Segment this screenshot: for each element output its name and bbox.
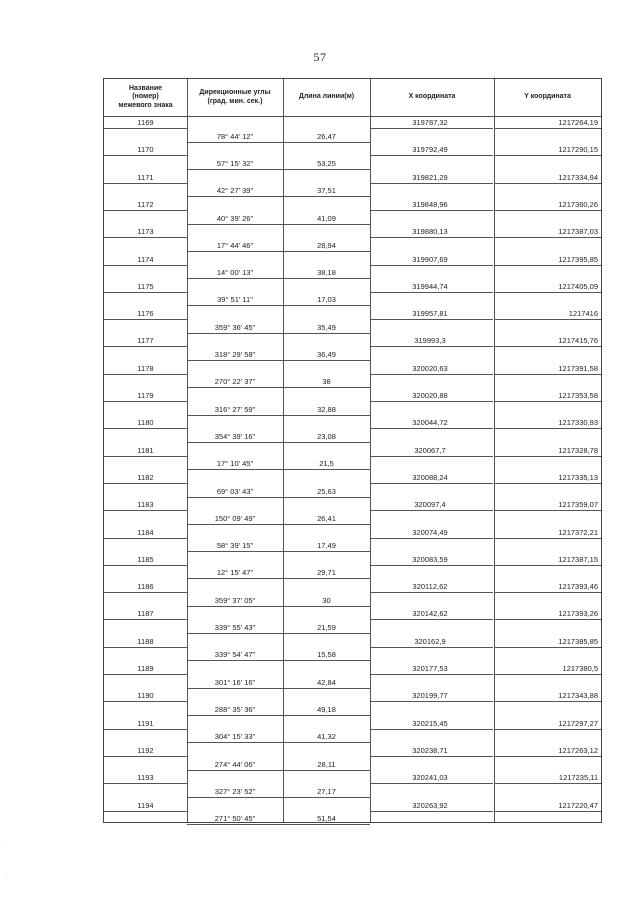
header-length: Длина линии(м) <box>298 93 355 101</box>
direction-angle: 12° 15' 47" <box>216 568 254 578</box>
row-rule <box>283 660 370 661</box>
x-coordinate-value: 320083,59 <box>412 554 448 564</box>
line-length: 23,08 <box>317 431 336 441</box>
line-length: 37,51 <box>317 186 336 196</box>
direction-angle: 316° 27' 59" <box>214 404 256 414</box>
x-coordinate-value: 320177,53 <box>412 664 448 673</box>
y-coordinate: 1217330,93 <box>558 418 598 428</box>
line-length: 29,71 <box>317 568 336 578</box>
row-rule <box>283 360 370 361</box>
row-rule <box>187 333 283 334</box>
row-rule <box>187 524 283 525</box>
row-rule <box>187 578 283 579</box>
y-coordinate: 1217391,58 <box>558 363 598 373</box>
marker-name: 1184 <box>137 527 154 537</box>
y-coordinate: 1217353,58 <box>558 391 598 400</box>
x-coordinate-value: 320020,88 <box>412 391 448 400</box>
marker-name: 1172 <box>137 199 154 209</box>
line-length: 38 <box>322 377 331 387</box>
direction-angle: 69° 03' 43" <box>216 486 254 496</box>
marker-name: 1177 <box>137 336 154 346</box>
x-coordinate <box>374 118 500 127</box>
row-rule <box>283 469 370 470</box>
x-coordinate-value: 320044,72 <box>412 418 448 428</box>
y-coordinate: 1217395,85 <box>558 254 598 264</box>
row-rule <box>187 742 283 743</box>
marker-name: 1190 <box>137 691 154 701</box>
segment-row <box>104 293 601 319</box>
row-rule <box>283 305 370 306</box>
x-coordinate-value: 319957,81 <box>412 309 448 319</box>
direction-angle: 274° 44' 06" <box>214 759 256 769</box>
row-rule <box>283 278 370 279</box>
line-length: 17,49 <box>317 541 336 551</box>
row-rule <box>283 715 370 716</box>
row-rule <box>187 824 283 825</box>
row-rule <box>283 333 370 334</box>
y-coordinate: 1217393,26 <box>558 609 598 619</box>
direction-angle: 359° 36' 45" <box>214 322 256 332</box>
direction-angle: 150° 09' 49" <box>214 513 256 523</box>
direction-angle: 57° 15' 32" <box>216 158 254 168</box>
y-coordinate: 1217359,07 <box>558 500 598 510</box>
y-coordinate: 1217328,78 <box>558 445 598 455</box>
y-coordinate: 1217360,26 <box>558 199 598 209</box>
direction-angle: 288° 35' 36" <box>214 704 256 714</box>
header-x: X координата <box>408 93 456 101</box>
x-coordinate-value: 319821,29 <box>412 172 448 182</box>
y-coordinate: 1217380,5 <box>562 664 598 673</box>
segment-row <box>104 157 601 180</box>
x-coordinate-value: 320142,62 <box>412 609 448 619</box>
segment-row <box>104 758 601 781</box>
line-length: 53,25 <box>317 158 336 168</box>
line-length: 15,58 <box>317 650 336 660</box>
row-rule <box>283 387 370 388</box>
line-length: 25,63 <box>317 486 336 496</box>
segment-row <box>104 430 601 453</box>
direction-angle: 270° 22' 37" <box>214 377 256 387</box>
y-coordinate: 1217343,88 <box>558 691 598 701</box>
row-rule <box>283 797 370 798</box>
header-direction-line: Дирекционные углы <box>199 89 271 97</box>
direction-angle: 39° 51' 11" <box>217 295 253 305</box>
direction-angle: 339° 55' 43" <box>214 623 256 633</box>
row-rule <box>283 251 370 252</box>
y-coordinate: 1217416 <box>568 309 598 319</box>
margin-mark: · <box>6 845 8 851</box>
line-length: 21,5 <box>319 459 334 469</box>
segment-row <box>104 457 601 480</box>
row-rule <box>187 387 283 388</box>
y-coordinate: 1217335,13 <box>558 472 598 482</box>
marker-name: 1175 <box>137 281 154 291</box>
row-rule <box>187 278 283 279</box>
line-length: 41,09 <box>317 213 336 223</box>
marker-name: 1170 <box>137 145 154 155</box>
row-rule <box>283 142 370 143</box>
page-number: 57 <box>313 50 327 64</box>
direction-angle: 14° 00' 13" <box>216 268 254 278</box>
row-rule <box>187 442 283 443</box>
direction-angle: 42° 27' 39" <box>216 186 254 196</box>
row-rule <box>283 224 370 225</box>
direction-angle: 339° 54' 47" <box>214 650 256 660</box>
x-coordinate-value: 320020,63 <box>412 363 448 373</box>
line-length: 41,32 <box>317 732 336 742</box>
marker-name: 1169 <box>137 118 154 127</box>
y-coordinate: 1217263,12 <box>558 745 598 755</box>
header-direction-line: (град. мин. сек.) <box>207 97 263 105</box>
line-length: 49,18 <box>317 704 336 714</box>
direction-angle: 304° 15' 33" <box>214 732 256 742</box>
row-rule <box>187 415 283 416</box>
marker-name: 1185 <box>137 554 154 564</box>
y-coordinate: 1217387,15 <box>558 554 598 564</box>
y-coordinate: 1217235,11 <box>558 773 598 783</box>
segment-row <box>104 403 601 426</box>
row-rule <box>283 824 370 825</box>
line-length: 28,94 <box>317 240 336 250</box>
row-rule <box>283 688 370 689</box>
row-rule <box>283 742 370 743</box>
x-coordinate-value: 320199,77 <box>412 691 448 701</box>
row-rule <box>187 497 283 498</box>
row-rule <box>283 551 370 552</box>
row-rule <box>283 497 370 498</box>
row-rule <box>187 715 283 716</box>
header-marker-name-line: (номер) <box>132 93 159 101</box>
x-coordinate-value: 320263,92 <box>412 800 448 810</box>
row-rule <box>187 797 283 798</box>
x-coordinate-value: 320112,62 <box>412 582 448 592</box>
row-rule <box>187 660 283 661</box>
line-length: 36,49 <box>317 350 336 360</box>
segment-row <box>104 212 601 235</box>
row-rule <box>187 469 283 470</box>
row-rule <box>187 360 283 361</box>
marker-name: 1188 <box>137 636 154 646</box>
line-length: 28,11 <box>317 759 336 769</box>
x-coordinate-value: 320215,45 <box>412 718 448 728</box>
margin-mark: · <box>6 875 8 881</box>
marker-name: 1181 <box>137 445 154 455</box>
segment-row <box>104 375 601 398</box>
x-coordinate-value: 319993,3 <box>414 336 446 346</box>
direction-angle: 359° 37' 05" <box>214 595 256 605</box>
row-rule <box>187 551 283 552</box>
row-rule <box>187 169 283 170</box>
x-coordinate-value: 319880,13 <box>412 227 448 237</box>
segment-row <box>104 648 601 671</box>
x-coordinate-value: 319907,69 <box>412 254 448 264</box>
header-marker-name-line: Название <box>128 84 163 92</box>
segment-row <box>104 594 601 617</box>
segment-row <box>104 184 601 207</box>
marker-name: 1173 <box>137 227 154 237</box>
direction-angle: 318° 29' 58" <box>214 350 256 360</box>
header-direction <box>187 79 283 116</box>
direction-angle: 354° 39' 16" <box>214 431 256 441</box>
segment-row <box>104 621 601 644</box>
line-length: 26,41 <box>317 513 336 523</box>
direction-angle: 17° 44' 46" <box>216 240 254 250</box>
marker-name: 1193 <box>137 773 154 783</box>
line-length: 51,54 <box>317 814 336 824</box>
segment-row <box>104 539 601 562</box>
row-rule <box>283 169 370 170</box>
segment-row <box>104 785 601 808</box>
row-rule <box>283 578 370 579</box>
marker-name: 1178 <box>137 363 154 373</box>
line-length: 38,18 <box>317 268 336 278</box>
segment-row <box>104 676 601 699</box>
line-length: 27,17 <box>317 786 336 796</box>
row-rule <box>283 442 370 443</box>
marker-name: 1191 <box>137 718 154 728</box>
segment-row <box>104 485 601 508</box>
segment-row <box>104 266 601 289</box>
y-coordinate: 1217264,19 <box>558 118 598 127</box>
row-rule <box>283 606 370 607</box>
marker-name: 1186 <box>137 582 154 592</box>
x-coordinate-value: 320067,7 <box>414 445 446 455</box>
direction-angle: 271° 50' 45" <box>214 814 256 824</box>
row-rule <box>187 688 283 689</box>
x-coordinate-value: 319944,74 <box>412 281 448 291</box>
y-coordinate: 1217220,47 <box>558 800 598 810</box>
line-length: 35,49 <box>317 322 336 332</box>
marker-name: 1183 <box>137 500 154 510</box>
direction-angle: 301° 16' 16" <box>214 677 256 687</box>
marker-name: 1192 <box>137 745 154 755</box>
header-marker-name <box>104 79 187 116</box>
marker-name: 1189 <box>137 664 154 673</box>
y-coordinate: 1217387,03 <box>558 227 598 237</box>
segment-row <box>104 566 601 592</box>
x-coordinate-value: 320162,9 <box>414 636 446 646</box>
segment-row <box>104 239 601 262</box>
marker-name: 1182 <box>137 472 154 482</box>
y-coordinate: 1217290,15 <box>558 145 598 155</box>
segment-row <box>104 348 601 371</box>
x-coordinate-value: 320074,49 <box>412 527 448 537</box>
y-coordinate: 1217393,46 <box>558 582 598 592</box>
row-rule <box>187 196 283 197</box>
segment-row <box>104 130 601 153</box>
marker-name: 1180 <box>137 418 154 428</box>
segment-row <box>104 703 601 726</box>
line-length: 30 <box>322 595 331 605</box>
row-rule <box>187 251 283 252</box>
segment-row <box>104 730 601 753</box>
row-rule <box>187 305 283 306</box>
line-length: 32,88 <box>317 404 336 414</box>
row-rule <box>187 606 283 607</box>
row-rule <box>283 196 370 197</box>
row-rule <box>187 633 283 634</box>
direction-angle: 40° 39' 26" <box>216 213 254 223</box>
y-coordinate: 1217372,21 <box>558 527 598 537</box>
header-y: Y координата <box>524 93 571 101</box>
line-length: 17,03 <box>317 295 336 305</box>
row-rule <box>283 633 370 634</box>
x-coordinate-value: 319787,32 <box>412 118 448 127</box>
marker-name: 1179 <box>137 391 154 400</box>
x-coordinate-value: 319848,96 <box>412 199 448 209</box>
row-rule <box>283 415 370 416</box>
x-coordinate-value: 320097,4 <box>414 500 446 510</box>
direction-angle: 327° 23' 52" <box>214 786 256 796</box>
y-coordinate: 1217334,94 <box>558 172 598 182</box>
x-coordinate-value: 320241,03 <box>412 773 448 783</box>
segment-row <box>104 512 601 535</box>
marker-name: 1176 <box>137 309 154 319</box>
line-length: 21,59 <box>317 623 336 633</box>
segment-row <box>104 812 601 835</box>
coordinates-table <box>103 78 602 823</box>
line-length: 26,47 <box>317 131 336 141</box>
row-rule <box>187 142 283 143</box>
direction-angle: 78° 44' 12" <box>216 131 254 141</box>
segment-row <box>104 321 601 344</box>
x-coordinate-value: 320088,24 <box>412 472 448 482</box>
x-coordinate-value: 320238,71 <box>412 745 448 755</box>
marker-name: 1194 <box>137 800 154 810</box>
y-coordinate: 1217297,27 <box>558 718 598 728</box>
y-coordinate: 1217415,76 <box>558 336 598 346</box>
y-coordinate: 1217405,09 <box>558 281 598 291</box>
direction-angle: 17° 10' 45" <box>216 459 254 469</box>
row-rule <box>187 224 283 225</box>
marker-name: 1174 <box>137 254 154 264</box>
x-coordinate-value: 319792,49 <box>412 145 448 155</box>
row-rule <box>283 770 370 771</box>
y-coordinate: 1217385,85 <box>558 636 598 646</box>
marker-name: 1187 <box>137 609 154 619</box>
marker-name: 1171 <box>137 172 154 182</box>
header-marker-name-line: межевого знака <box>118 101 173 109</box>
row-rule <box>283 524 370 525</box>
direction-angle: 58° 39' 15" <box>216 541 254 551</box>
line-length: 42,84 <box>317 677 336 687</box>
row-rule <box>187 770 283 771</box>
